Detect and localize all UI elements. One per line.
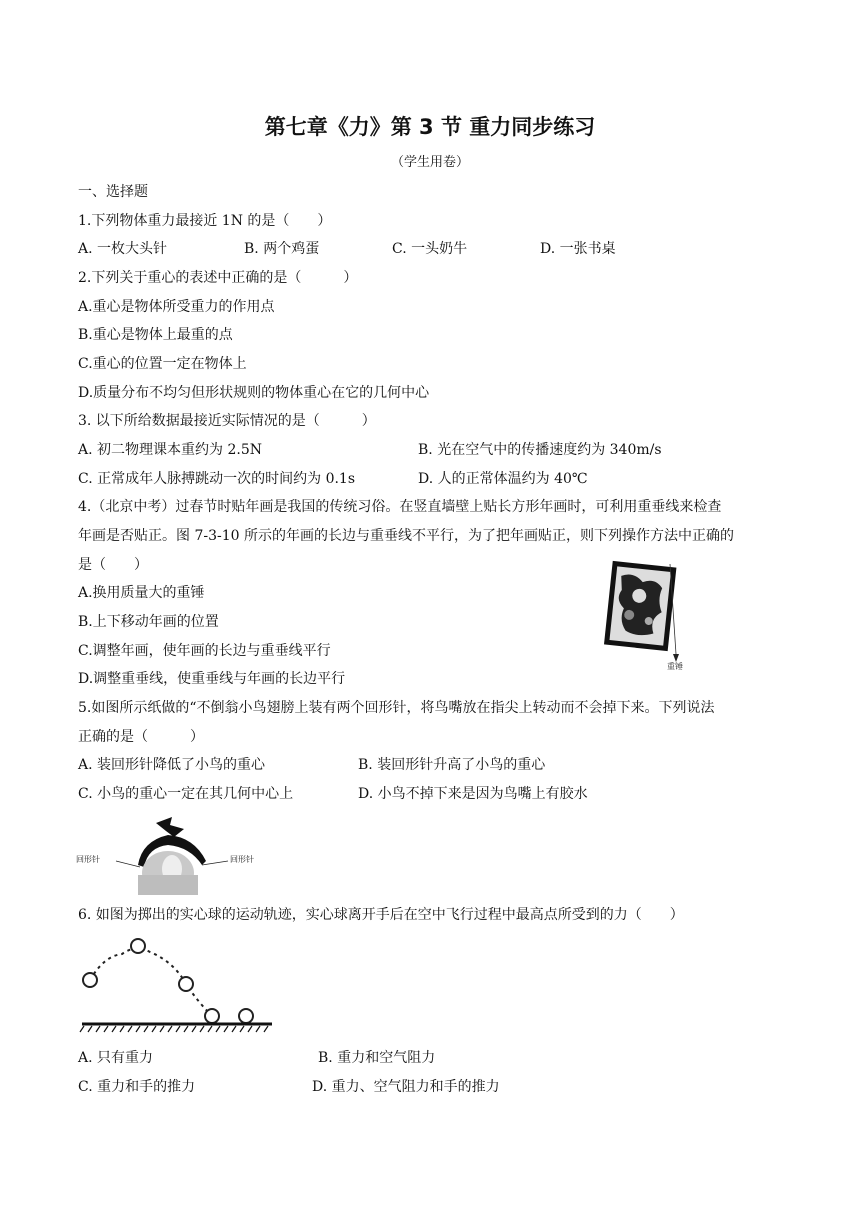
q4-option-a[interactable]: A.换用质量大的重锤 bbox=[78, 585, 205, 601]
page-title: 第七章《力》第 3 节 重力同步练习 bbox=[264, 115, 596, 139]
clip-label-left: 回形针 bbox=[76, 855, 100, 864]
paper-bird-figure bbox=[76, 815, 276, 895]
q2-option-a[interactable]: A.重心是物体所受重力的作用点 bbox=[78, 299, 275, 315]
q6-option-c[interactable]: C. 重力和手的推力 bbox=[78, 1079, 196, 1095]
page-subtitle: （学生用卷） bbox=[390, 155, 469, 170]
q2-stem: 2.下列关于重心的表述中正确的是（ ） bbox=[78, 270, 358, 286]
ball-trajectory-figure bbox=[76, 928, 276, 1038]
q4-option-d[interactable]: D.调整重垂线，使重垂线与年画的长边平行 bbox=[78, 671, 346, 687]
q1-option-a[interactable]: A. 一枚大头针 bbox=[78, 241, 168, 257]
q6-stem: 6. 如图为掷出的实心球的运动轨迹，实心球离开手后在空中飞行过程中最高点所受到的力（ ） bbox=[78, 907, 684, 923]
q1-stem: 1.下列物体重力最接近 1N 的是（ ） bbox=[78, 213, 332, 229]
q4-option-b[interactable]: B.上下移动年画的位置 bbox=[78, 614, 219, 630]
q2-option-d[interactable]: D.质量分布不均匀但形状规则的物体重心在它的几何中心 bbox=[78, 385, 430, 401]
q6-option-d[interactable]: D. 重力、空气阻力和手的推力 bbox=[312, 1079, 500, 1095]
q3-stem: 3. 以下所给数据最接近实际情况的是（ ） bbox=[78, 413, 376, 429]
q1-option-c[interactable]: C. 一头奶牛 bbox=[392, 241, 468, 257]
q3-option-a[interactable]: A. 初二物理课本重约为 2.5N bbox=[78, 442, 262, 458]
q6-option-b[interactable]: B. 重力和空气阻力 bbox=[318, 1050, 436, 1066]
q2-option-b[interactable]: B.重心是物体上最重的点 bbox=[78, 327, 233, 343]
q3-option-d[interactable]: D. 人的正常体温约为 40℃ bbox=[418, 471, 588, 487]
new-year-picture-figure bbox=[600, 558, 700, 680]
section-heading: 一、选择题 bbox=[78, 184, 148, 200]
plumb-weight-label: 重锤 bbox=[667, 662, 683, 671]
q5-option-d[interactable]: D. 小鸟不掉下来是因为鸟嘴上有胶水 bbox=[358, 786, 588, 802]
q5-stem-line2: 正确的是（ ） bbox=[78, 729, 204, 745]
q5-option-b[interactable]: B. 装回形针升高了小鸟的重心 bbox=[358, 757, 546, 773]
q1-option-b[interactable]: B. 两个鸡蛋 bbox=[244, 241, 320, 257]
q3-option-b[interactable]: B. 光在空气中的传播速度约为 340m/s bbox=[418, 442, 662, 458]
q6-option-a[interactable]: A. 只有重力 bbox=[78, 1050, 154, 1066]
q5-stem-line1: 5.如图所示纸做的“不倒翁小鸟翅膀上装有两个回形针，将鸟嘴放在指尖上转动而不会掉下来。下列说法 bbox=[78, 700, 715, 716]
q5-option-a[interactable]: A. 装回形针降低了小鸟的重心 bbox=[78, 757, 266, 773]
q4-stem-line3: 是（ ） bbox=[78, 557, 148, 573]
q4-stem-line1: 4.（北京中考）过春节时贴年画是我国的传统习俗。在竖直墙壁上贴长方形年画时，可利用重垂线来检查 bbox=[78, 499, 722, 515]
q2-option-c[interactable]: C.重心的位置一定在物体上 bbox=[78, 356, 247, 372]
q4-option-c[interactable]: C.调整年画，使年画的长边与重垂线平行 bbox=[78, 643, 331, 659]
q5-option-c[interactable]: C. 小鸟的重心一定在其几何中心上 bbox=[78, 786, 294, 802]
q4-stem-line2: 年画是否贴正。图 7-3-10 所示的年画的长边与重垂线不平行，为了把年画贴正，则下列操作方法中正确的 bbox=[78, 528, 734, 544]
q3-option-c[interactable]: C. 正常成年人脉搏跳动一次的时间约为 0.1s bbox=[78, 471, 356, 487]
q1-option-d[interactable]: D. 一张书桌 bbox=[540, 241, 616, 257]
clip-label-right: 回形针 bbox=[230, 855, 254, 864]
